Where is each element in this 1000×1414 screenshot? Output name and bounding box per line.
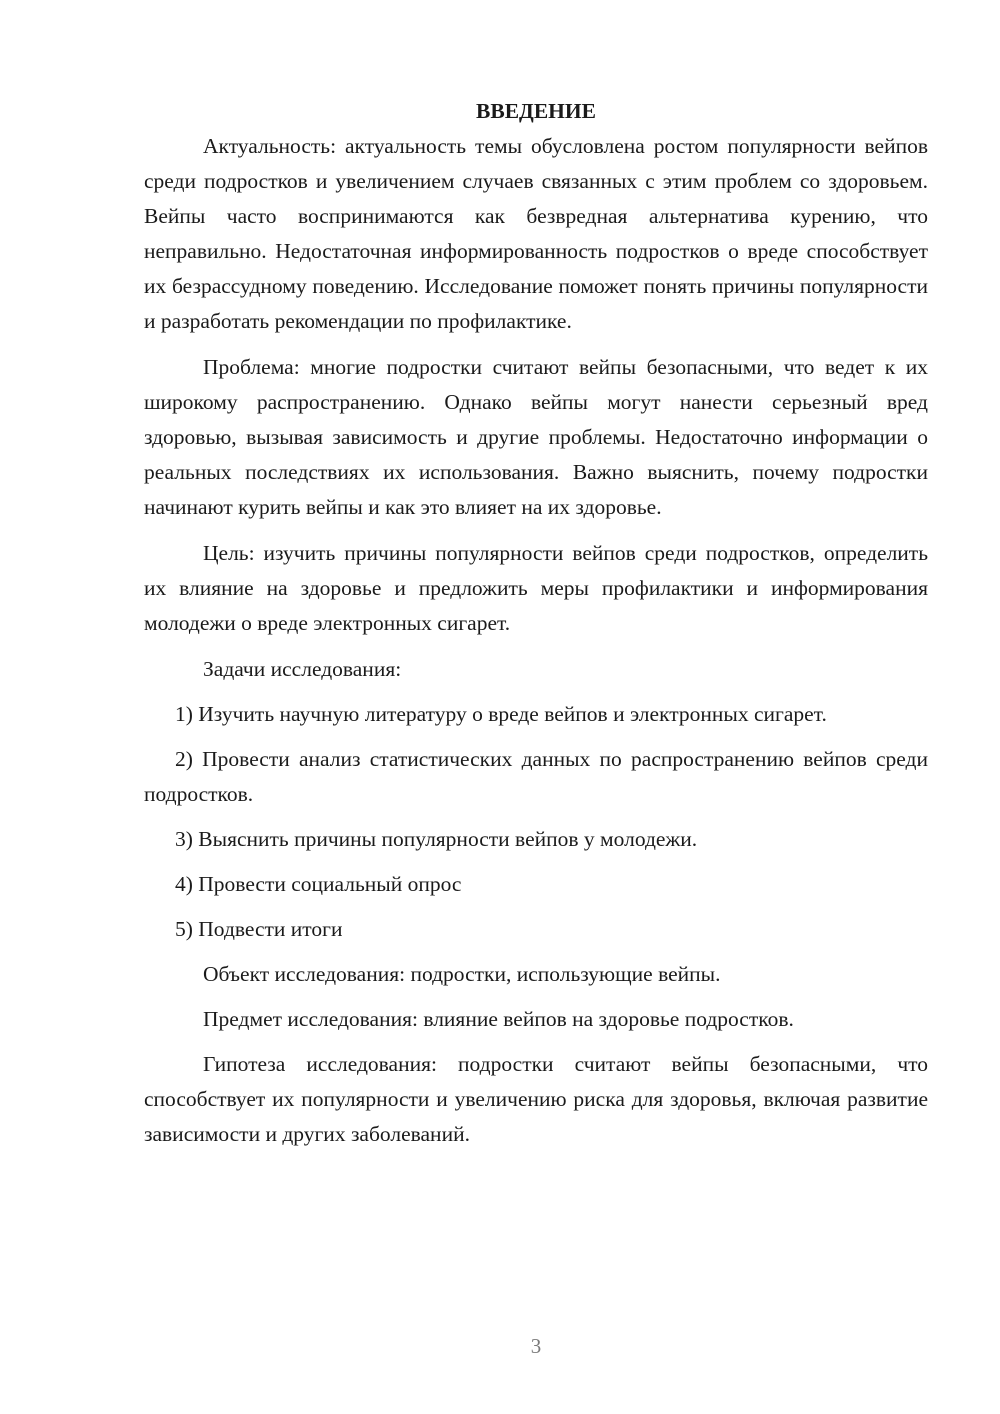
task-item-4: 4) Провести социальный опрос (175, 872, 462, 896)
tasks-title: Задачи исследования: (203, 657, 402, 681)
section-heading: ВВЕДЕНИЕ (476, 99, 596, 123)
relevance-paragraph: Актуальность: актуальность темы обусловлена ростом популярности вейпов среди подростков и увеличением случаев связанных с этим проблем со здоровьем. Вейпы часто воспринимаются как безвредная альтернатива курению, что неправильно. Недостаточная информированность подростков о вреде способствует их безрассудному поведению. Исследование поможет понять причины популярности и разработать рекомендации по профилактике. (144, 134, 928, 333)
document-body (144, 94, 928, 1152)
hypothesis-paragraph: Гипотеза исследования: подростки считают вейпы безопасными, что способствует их популярности и увеличению риска для здоровья, включая развитие зависимости и других заболеваний. (144, 1052, 928, 1146)
goal-paragraph: Цель: изучить причины популярности вейпов среди подростков, определить их влияние на здоровье и предложить меры профилактики и информирования молодежи о вреде электронных сигарет. (144, 541, 928, 635)
problem-paragraph: Проблема: многие подростки считают вейпы безопасными, что ведет к их широкому распространению. Однако вейпы могут нанести серьезный вред здоровью, вызывая зависимость и другие проблемы. Недостаточно информации о реальных последствиях их использования. Важно выяснить, почему подростки начинают курить вейпы и как это влияет на их здоровье. (144, 355, 928, 519)
object-paragraph: Объект исследования: подростки, использующие вейпы. (203, 962, 721, 986)
task-item-3: 3) Выяснить причины популярности вейпов у молодежи. (175, 827, 698, 851)
task-item-5: 5) Подвести итоги (175, 917, 343, 941)
task-item-1: 1) Изучить научную литературу о вреде вейпов и электронных сигарет. (175, 702, 827, 726)
task-item-2: 2) Провести анализ статистических данных по распространению вейпов среди подростков. (144, 747, 928, 806)
subject-paragraph: Предмет исследования: влияние вейпов на здоровье подростков. (203, 1007, 794, 1031)
page-number: 3 (530, 1334, 542, 1358)
